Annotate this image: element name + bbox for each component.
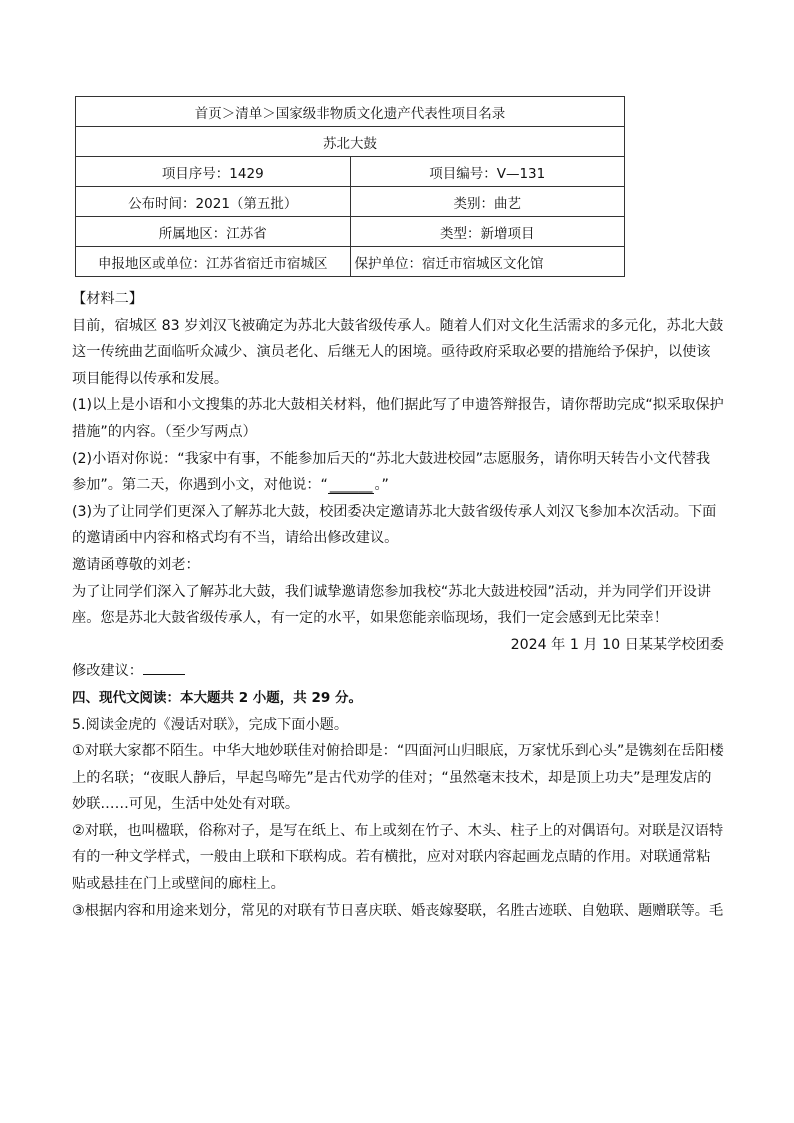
table-breadcrumb: 首页＞清单＞国家级非物质文化遗产代表性项目名录 — [76, 97, 625, 127]
question-1: (1)以上是小语和小文搜集的苏北大鼓相关材料，他们据此写了申遗答辩报告，请你帮助完成“拟采取保护措施”的内容。（至少写两点） — [72, 397, 724, 440]
question-2-text: (2)小语对你说：“我家中有事，不能参加后天的“苏北大鼓进校园”志愿服务，请你明天转告小文代替我参加”。第二天，你遇到小文，对他说：“ — [72, 450, 711, 494]
table-cell: 申报地区或单位：江苏省宿迁市宿城区 — [76, 247, 351, 277]
material-two-title: 【材料二】 — [72, 291, 143, 307]
question-5: 5.阅读金虎的《漫话对联》，完成下面小题。 — [72, 716, 349, 733]
table-cell: 项目编号：Ⅴ—131 — [350, 157, 625, 187]
advice-blank[interactable] — [143, 660, 185, 675]
table-row — [76, 217, 625, 247]
advice-line — [72, 658, 724, 685]
question-2-end: 。” — [374, 477, 389, 494]
table-row — [76, 247, 625, 277]
table-cell: 项目序号：1429 — [76, 157, 351, 187]
paragraph-3: ③根据内容和用途来划分，常见的对联有节日喜庆联、婚丧嫁娶联，名胜古迹联、自勉联、题赠联等。毛 — [72, 902, 724, 919]
material-two-body: 目前，宿城区 83 岁刘汉飞被确定为苏北大鼓省级传承人。随着人们对文化生活需求的多元化，苏北大鼓这一传统曲艺面临听众减少、演员老化、后继无人的困境。亟待政府采取必要的措施给予保护，以使该项目能得以传承和发展。 — [72, 317, 724, 387]
answer-blank[interactable]: ______ — [329, 477, 373, 494]
table-item-name: 苏北大鼓 — [76, 127, 625, 157]
table-cell: 保护单位：宿迁市宿城区文化馆 — [350, 247, 625, 277]
table-row — [76, 187, 625, 217]
body-text — [72, 286, 724, 924]
table-cell: 类别：曲艺 — [350, 187, 625, 217]
table-cell: 所属地区：江苏省 — [76, 217, 351, 247]
letter-body: 为了让同学们深入了解苏北大鼓，我们诚挚邀请您参加我校“苏北大鼓进校园”活动，并为同学们开设讲座。您是苏北大鼓省级传承人，有一定的水平，如果您能亲临现场，我们一定会感到无比荣幸！ — [72, 583, 711, 627]
section-four-heading: 四、现代文阅读：本大题共 2 小题，共 29 分。 — [72, 689, 362, 706]
table-cell: 公布时间：2021（第五批） — [76, 187, 351, 217]
table-cell: 类型：新增项目 — [350, 217, 625, 247]
paragraph-1: ①对联大家都不陌生。中华大地妙联佳对俯拾即是：“四面河山归眼底，万家忧乐到心头”是镌刻在岳阳楼上的名联；“夜眠人静后，早起鸟啼先”是古代劝学的佳对；“虽然毫末技术，却是顶上功夫”是理发店的妙联……可见，生活中处处有对联。 — [72, 743, 724, 813]
heritage-info-table — [75, 96, 625, 277]
table-row — [76, 157, 625, 187]
question-3: (3)为了让同学们更深入了解苏北大鼓，校团委决定邀请苏北大鼓省级传承人刘汉飞参加本次活动。下面的邀请函中内容和格式均有不当，请给出修改建议。 — [72, 503, 717, 547]
letter-signature: 2024 年 1 月 10 日某某学校团委 — [510, 636, 724, 653]
question-2 — [72, 446, 724, 499]
advice-label: 修改建议： — [72, 663, 143, 680]
letter-heading: 邀请函尊敬的刘老： — [72, 556, 200, 573]
paragraph-2: ②对联，也叫楹联，俗称对子，是写在纸上、布上或刻在竹子、木头、柱子上的对偶语句。对联是汉语特有的一种文学样式，一般由上联和下联构成。若有横批，应对对联内容起画龙点睛的作用。对联通常粘贴或悬挂在门上或壁间的廊柱上。 — [72, 822, 724, 893]
